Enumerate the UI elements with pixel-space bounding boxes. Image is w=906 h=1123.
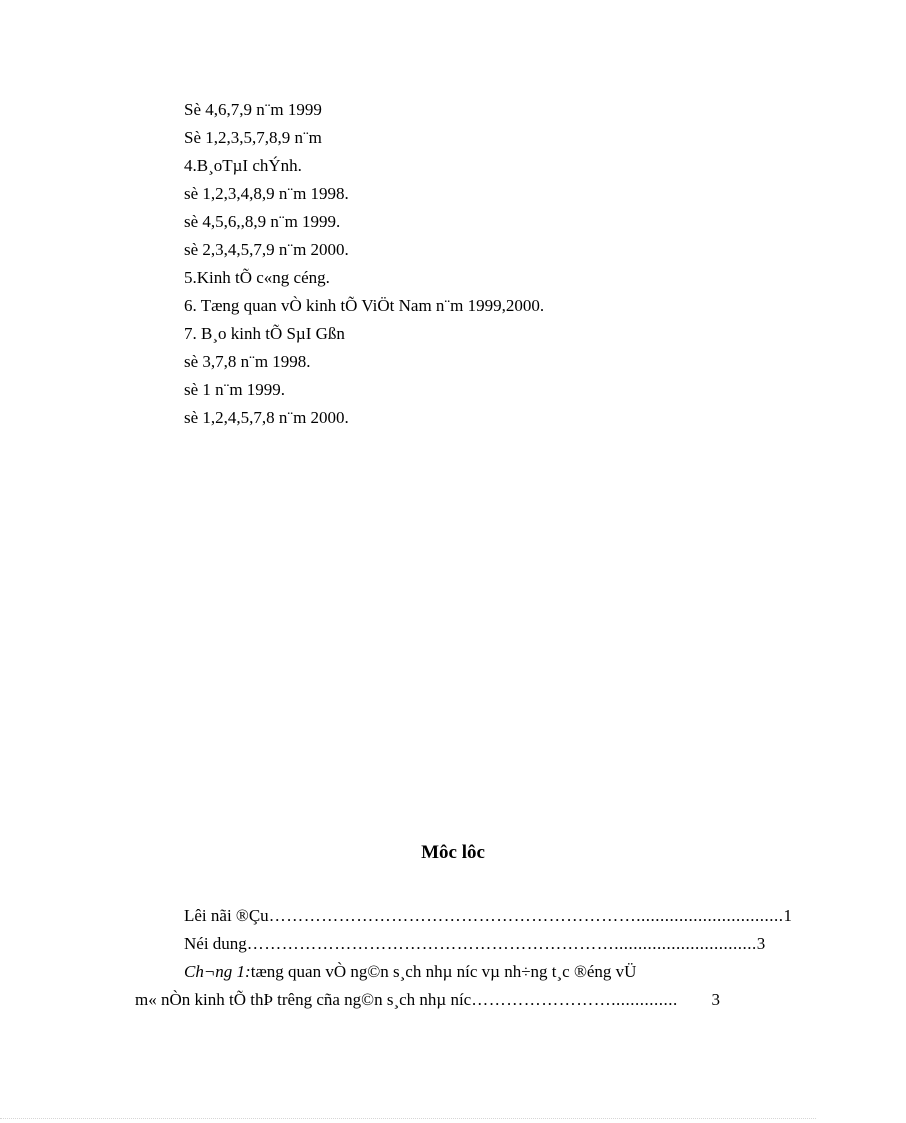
toc-chapter-line-1 bbox=[184, 961, 724, 983]
toc-leader-dots: ……………………………………………………….............................. bbox=[246, 934, 757, 953]
toc-title: Môc lôc bbox=[421, 842, 485, 863]
reference-line: 7. B¸o kinh tÕ SµI Gßn bbox=[184, 324, 345, 343]
reference-line: 6. Tæng quan vÒ kinh tÕ ViÖt Nam n¨m 1999,2000. bbox=[184, 296, 545, 315]
toc-page-number: 3 bbox=[711, 990, 720, 1009]
reference-list bbox=[184, 96, 544, 432]
reference-line: Sè 1,2,3,5,7,8,9 n¨m bbox=[184, 128, 322, 147]
page-bottom-divider bbox=[0, 1118, 816, 1119]
toc-entry bbox=[184, 933, 766, 955]
toc-chapter-title-part2: m« nÒn kinh tÕ thÞ trêng cña ng©n s¸ch nhµ níc bbox=[135, 990, 472, 1009]
toc-entry-label: Néi dung bbox=[184, 934, 247, 953]
toc-entry-label: Lêi nãi ®Çu bbox=[184, 906, 269, 925]
reference-line: sè 1 n¨m 1999. bbox=[184, 380, 286, 399]
reference-line: Sè 4,6,7,9 n¨m 1999 bbox=[184, 100, 322, 119]
toc-leader-dots: …………………….............. bbox=[471, 990, 678, 1009]
reference-line: sè 3,7,8 n¨m 1998. bbox=[184, 352, 311, 371]
toc-chapter-prefix: Ch¬ng 1: bbox=[184, 962, 251, 981]
toc-leader-dots: ………………………………………………………............................... bbox=[268, 906, 784, 925]
toc-page-number: 1 bbox=[783, 906, 792, 925]
reference-line: sè 4,5,6,,8,9 n¨m 1999. bbox=[184, 212, 341, 231]
toc-chapter-line-2 bbox=[135, 989, 720, 1011]
toc-page-number: 3 bbox=[756, 934, 766, 953]
reference-line: sè 1,2,3,4,8,9 n¨m 1998. bbox=[184, 184, 349, 203]
toc-chapter-title-part1: tæng quan vÒ ng©n s¸ch nhµ níc vµ nh÷ng t¸c ®éng vÜ bbox=[250, 962, 637, 981]
reference-line: 5.Kinh tÕ c«ng céng. bbox=[184, 268, 330, 287]
reference-line: 4.B¸oTµI chÝnh. bbox=[184, 156, 302, 175]
reference-line: sè 1,2,4,5,7,8 n¨m 2000. bbox=[184, 408, 349, 427]
reference-line: sè 2,3,4,5,7,9 n¨m 2000. bbox=[184, 240, 349, 259]
toc-entry bbox=[184, 905, 792, 927]
